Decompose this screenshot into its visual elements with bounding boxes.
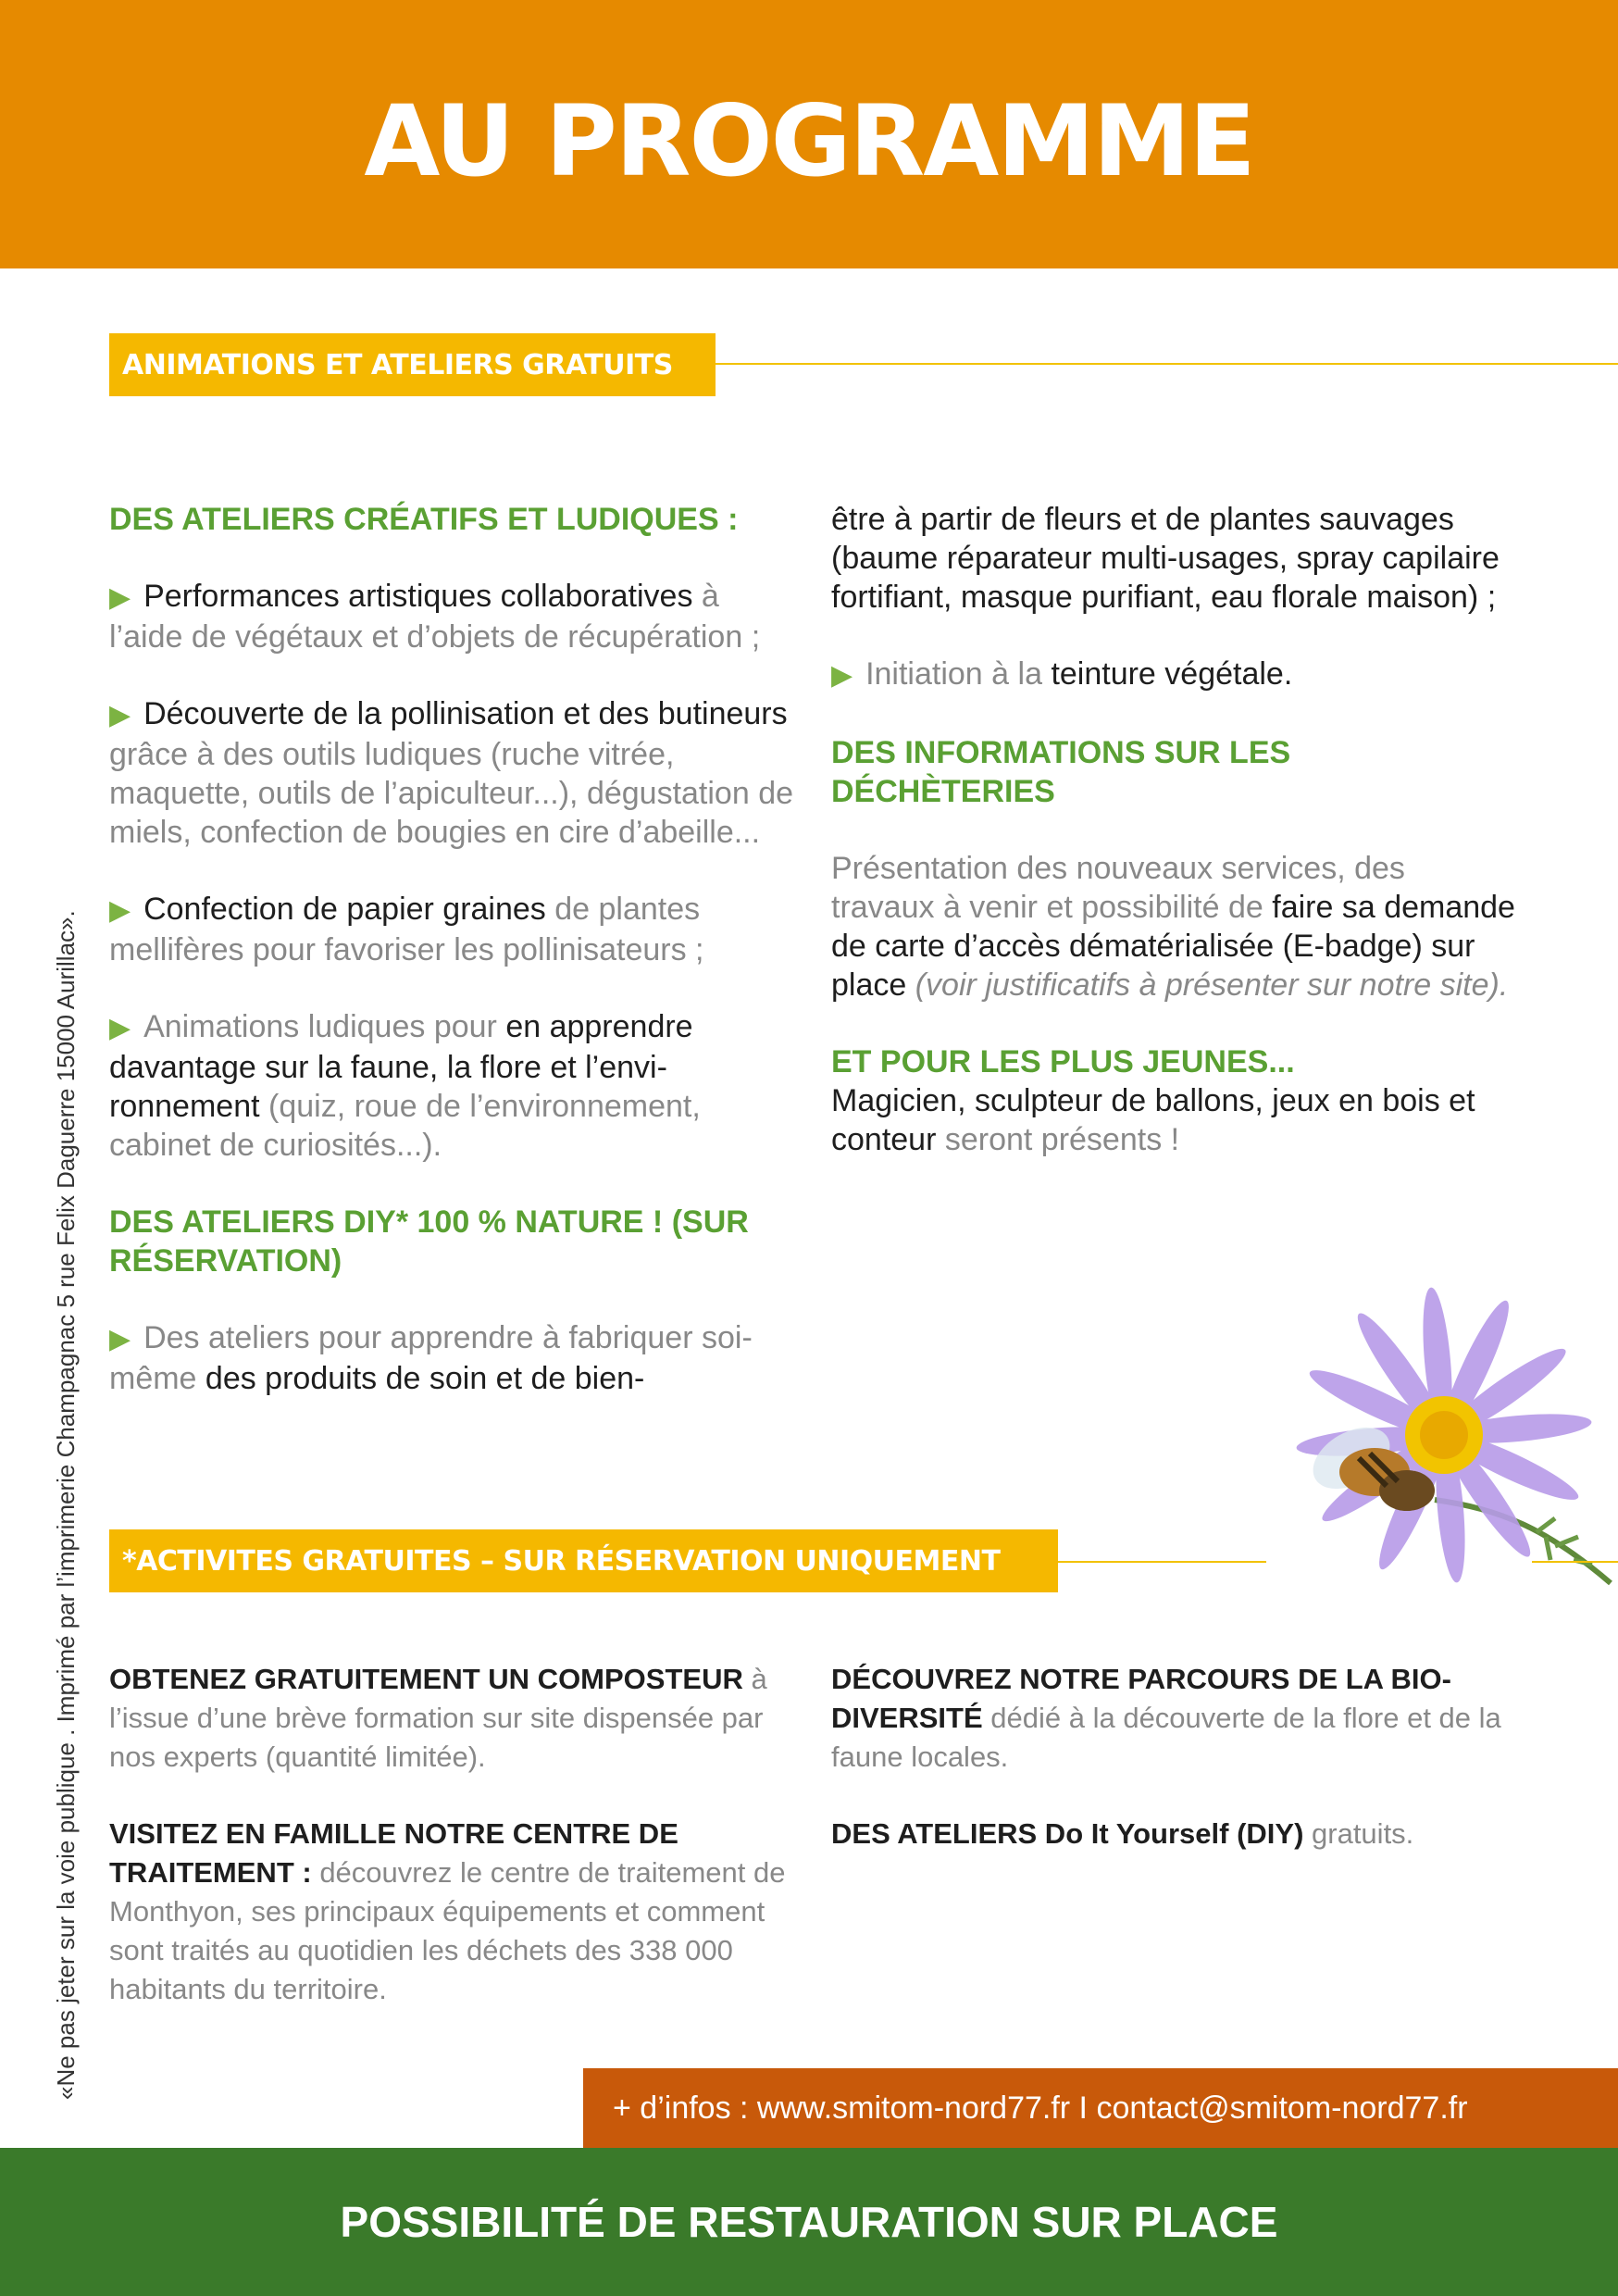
footer-text: POSSIBILITÉ DE RESTAURATION SUR PLACE <box>340 2198 1278 2246</box>
list-item: ▶ Confection de papier graines de plantes mellifères pour favoriser les pollinisateurs ; <box>109 892 704 967</box>
play-triangle-icon: ▶ <box>109 1324 131 1354</box>
info-parcours: DÉCOUVREZ NOTRE PARCOURS DE LA BIODIVERSITÉ dédié à la découverte de la flore et de la faune locales. <box>831 1663 1501 1773</box>
heading-diy: DES ATELIERS DIY* 100 % NATURE ! (SUR RÉSERVATION) <box>109 1204 749 1279</box>
play-triangle-icon: ▶ <box>109 582 131 613</box>
header-banner <box>0 0 1618 268</box>
print-notice: «Ne pas jeter sur la voie publique . Imprimé par l’imprimerie Champagnac 5 rue Felix Daguerre 15000 Aurillac». <box>52 910 80 2100</box>
heading-creative: DES ATELIERS CRÉATIFS ET LUDIQUES : <box>109 502 739 537</box>
list-item: ▶ Animations ludiques pour en apprendre davantage sur la faune, la flore et l’environnement (quiz, roue de l’environnement, cabinet de curiosités...). <box>109 1009 701 1163</box>
right-column <box>831 500 1516 1159</box>
page-title: AU PROGRAMME <box>364 84 1254 198</box>
contact-text[interactable]: + d’infos : www.smitom-nord77.fr I contact@smitom-nord77.fr <box>613 2090 1468 2126</box>
play-triangle-icon: ▶ <box>109 895 131 926</box>
section-band-animations <box>109 333 716 396</box>
list-item: ▶ Découverte de la pollinisation et des butineurs grâce à des outils ludiques (ruche vitrée, maquette, outils de l’apiculteur...), dégustation de miels, confection de bougies en cire d’abeille... <box>109 696 794 850</box>
heading-jeunes: ET POUR LES PLUS JEUNES... <box>831 1044 1295 1079</box>
list-item-continued: être à partir de fleurs et de plantes sauvages (baume réparateur multi-usages, spray capilaire fortifiant, masque purifiant, eau florale maison) ; <box>831 502 1500 615</box>
info-composteur: OBTENEZ GRATUITEMENT UN COMPOSTEUR à l’issue d’une brève formation sur site dispensée par nos experts (quantité limitée). <box>109 1663 767 1773</box>
footer-banner <box>0 2148 1618 2296</box>
divider-line <box>1058 1561 1266 1563</box>
list-item: ▶ Des ateliers pour apprendre à fabriquer soi-même des produits de soin et de bien- <box>109 1320 753 1396</box>
info-right <box>831 1660 1516 1891</box>
play-triangle-icon: ▶ <box>109 1013 131 1043</box>
contact-banner <box>583 2068 1618 2148</box>
info-diy: DES ATELIERS Do It Yourself (DIY) gratuits. <box>831 1817 1414 1850</box>
list-item: ▶ Initiation à la teinture végétale. <box>831 656 1293 692</box>
divider-line <box>1532 1561 1618 1563</box>
section-label: ANIMATIONS ET ATELIERS GRATUITS <box>122 348 673 381</box>
section-label: *ACTIVITES GRATUITES – SUR RÉSERVATION UNIQUEMENT <box>122 1544 1001 1578</box>
play-triangle-icon: ▶ <box>831 660 853 691</box>
divider-line <box>716 363 1618 365</box>
heading-decheteries: DES INFORMATIONS SUR LES DÉCHÈTERIES <box>831 735 1291 809</box>
paragraph-decheteries: Présentation des nouveaux services, des travaux à venir et possibilité de faire sa demande de carte d’accès dématérialisée (E-badge) sur place (voir justificatifs à présenter sur notre site). <box>831 851 1515 1003</box>
play-triangle-icon: ▶ <box>109 700 131 730</box>
flower-bee-illustration <box>1268 1278 1618 1629</box>
section-band-activites <box>109 1529 1058 1592</box>
paragraph-jeunes: ET POUR LES PLUS JEUNES... Magicien, sculpteur de ballons, jeux en bois et conteur seront présents ! <box>831 1042 1516 1159</box>
list-item: ▶ Performances artistiques collaboratives à l’aide de végétaux et d’objets de récupération ; <box>109 579 761 655</box>
left-column <box>109 500 794 1398</box>
info-left <box>109 1660 794 2047</box>
info-centre: VISITEZ EN FAMILLE NOTRE CENTRE DE TRAITEMENT : découvrez le centre de traitement de Monthyon, ses principaux équipements et comment sont traités au quotidien les déchets des 338 000 habitants du territoire. <box>109 1817 786 2005</box>
